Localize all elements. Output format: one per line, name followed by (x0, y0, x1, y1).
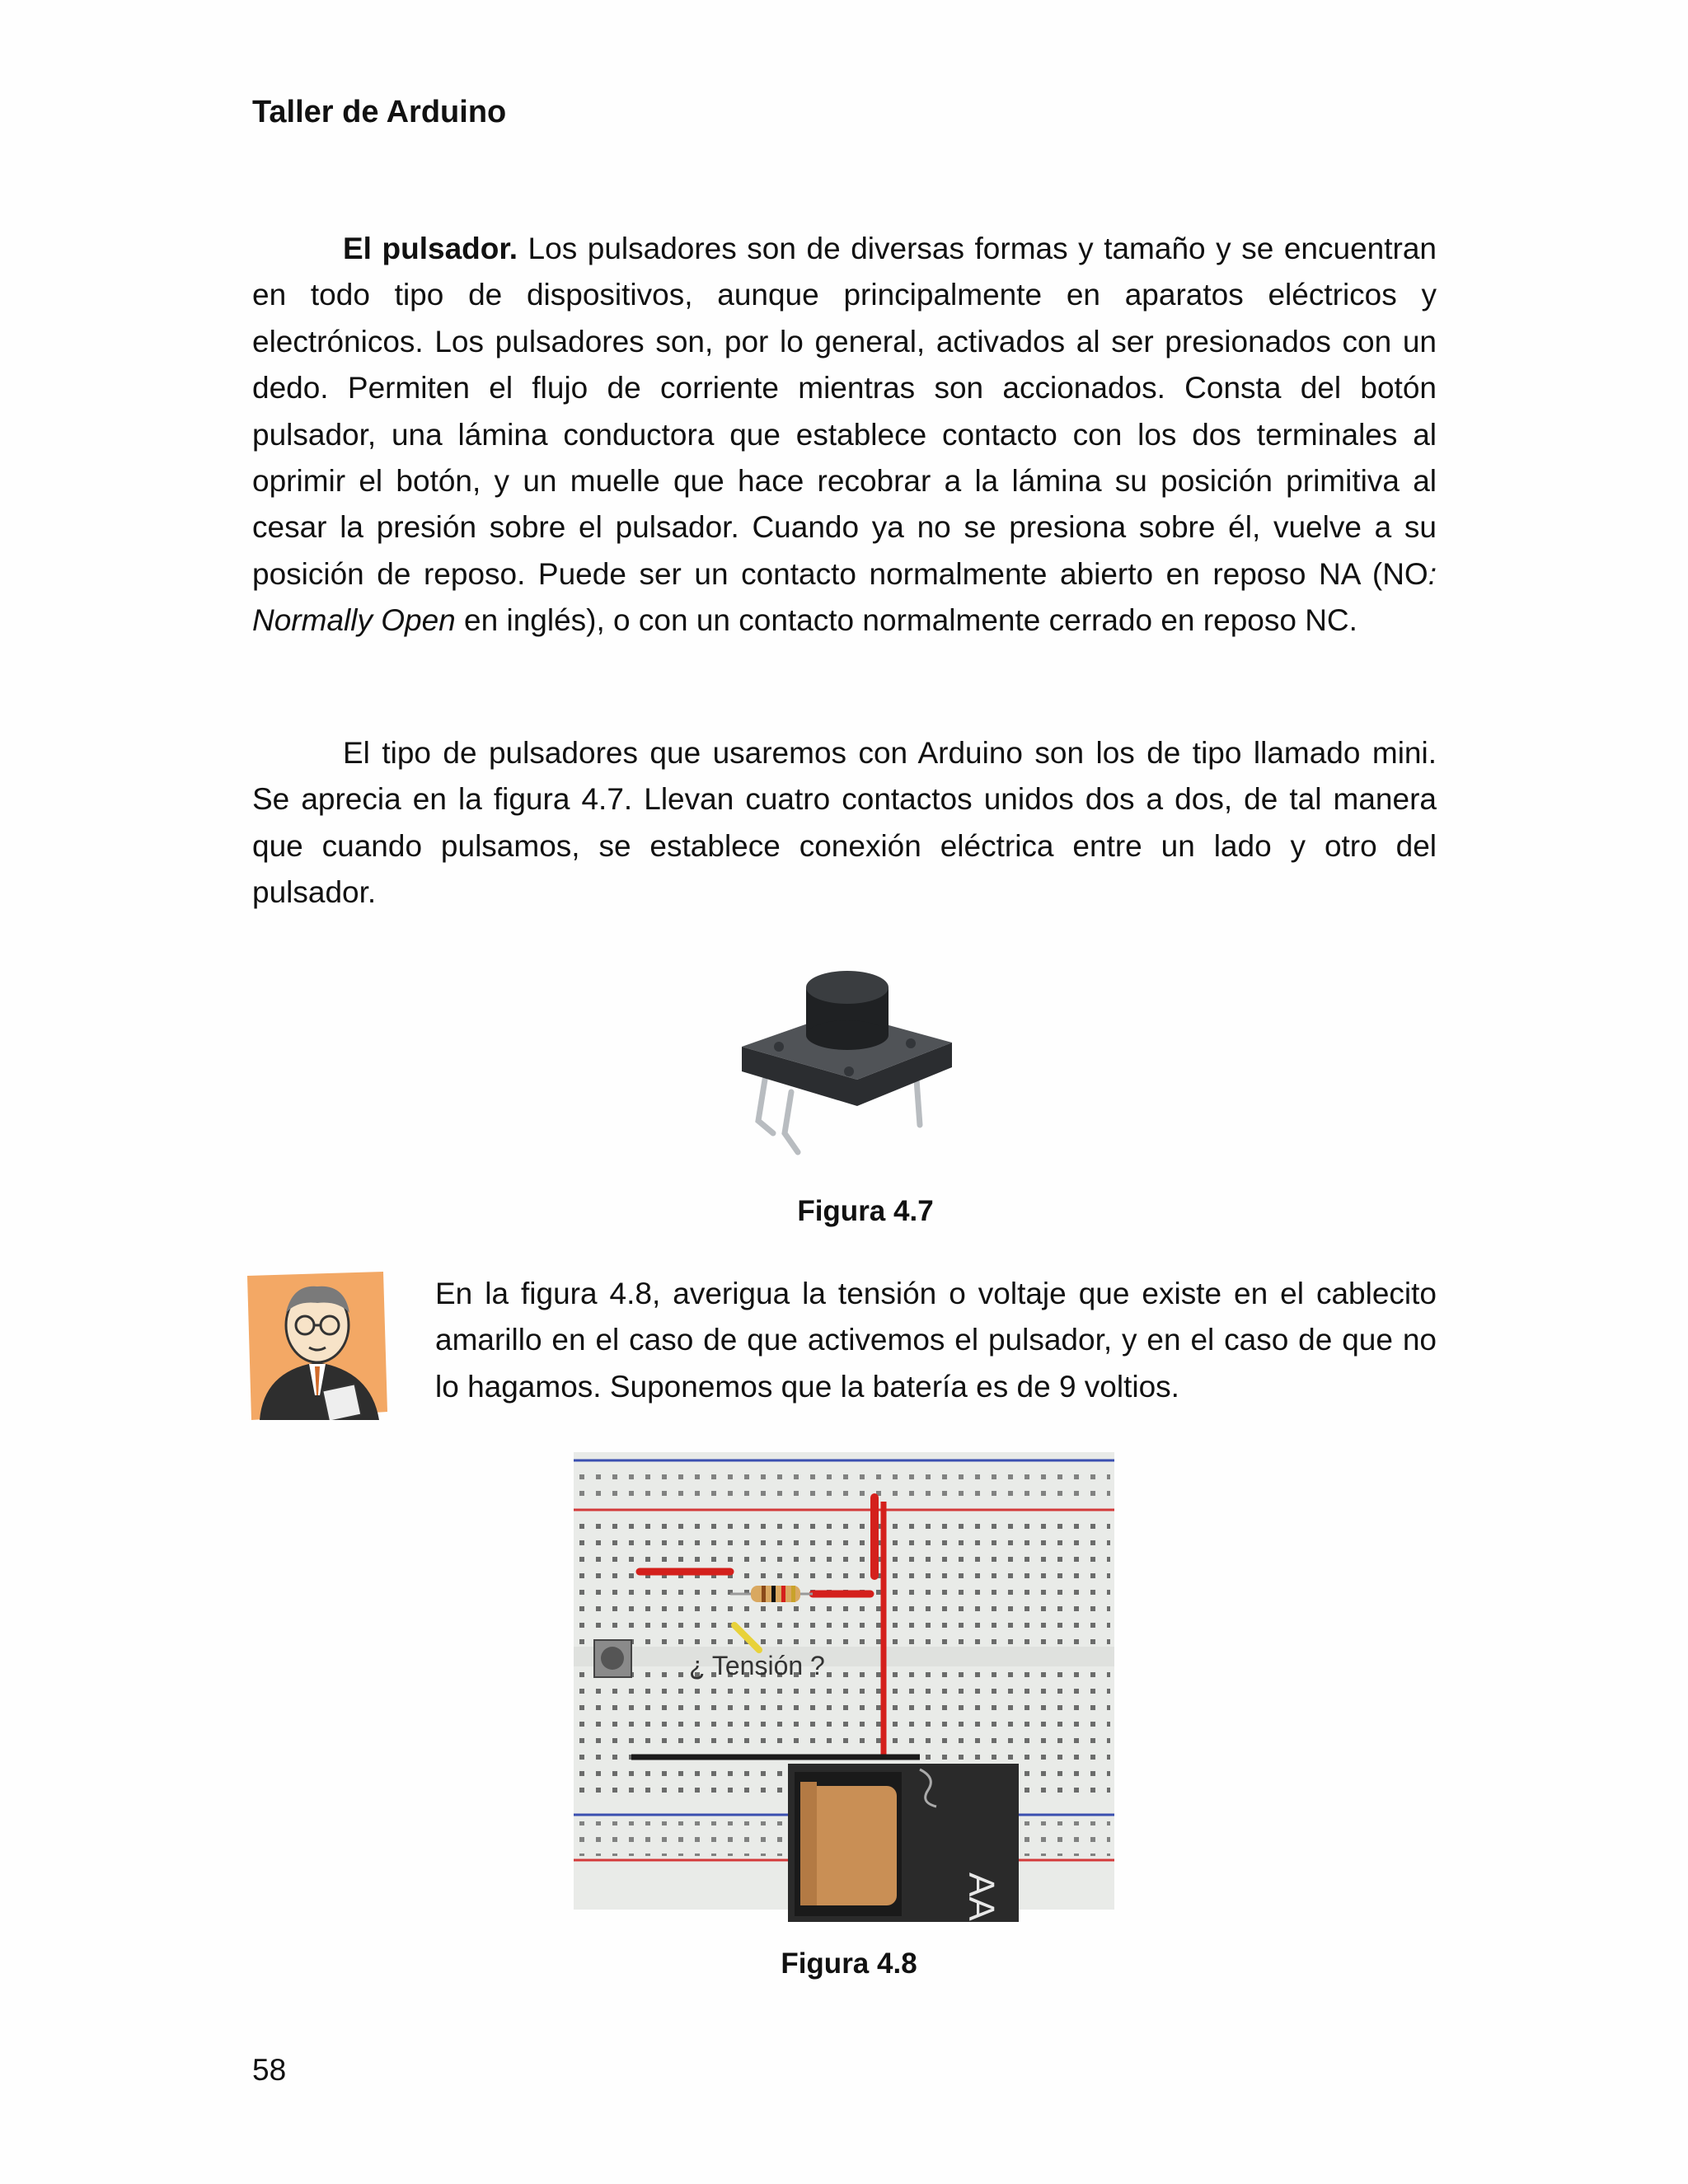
figure-4-8-caption: Figura 4.8 (781, 1947, 917, 1980)
breadboard-circuit-image (574, 1452, 1114, 1922)
paragraph-lead: El pulsador. (343, 232, 518, 265)
paragraph-text: Los pulsadores son de diversas formas y tamaño y se encuentran en todo tipo de dispositivos, aunque principalmente en aparatos eléctricos y electrónicos. Los pulsadores son, por lo general, activados al ser presionados con un dedo. Permiten el flujo de corriente mientras son accionados. Consta del botón pulsador, una lámina conductora que establece contacto con los dos terminales al oprimir el botón, y un muelle que hace recobrar a la lámina su posición primitiva al cesar la presión sobre el pulsador. Cuando ya no se presiona sobre él, vuelve a su posición de reposo. Puede ser un contacto normalmente abierto en reposo NA (NO (252, 232, 1437, 591)
paragraph-mini-pulsador: El tipo de pulsadores que usaremos con Arduino son los de tipo llamado mini. Se aprecia en la figura 4.7. Llevan cuatro contactos unidos dos a dos, de tal manera que cuando pulsamos, se establece conexión eléctrica entre un lado y otro del pulsador. (252, 736, 1437, 910)
button-cap (806, 971, 889, 1004)
battery-label: AA (961, 1872, 1001, 1921)
page-header: Taller de Arduino (252, 95, 507, 129)
figure-4-7-caption: Figura 4.7 (797, 1195, 934, 1227)
tension-label: ¿ Tensión ? (689, 1651, 825, 1680)
paragraph-text-end: en inglés), o con un contacto normalmente cerrado en reposo NC. (455, 603, 1357, 638)
exercise-text: En la figura 4.8, averigua la tensión o voltaje que existe en el cablecito amarillo en el caso de que activemos el pulsador, y en el caso de que no lo hagamos. Suponemos que la batería es de 9 voltios. (435, 1277, 1437, 1404)
teacher-icon (247, 1272, 387, 1420)
page-number: 58 (252, 2053, 287, 2087)
push-button-image (725, 956, 973, 1170)
battery-copper-end (806, 1786, 897, 1905)
paragraph-italic: : Normally Open (252, 556, 1437, 638)
paragraph-pulsador (252, 226, 1437, 644)
